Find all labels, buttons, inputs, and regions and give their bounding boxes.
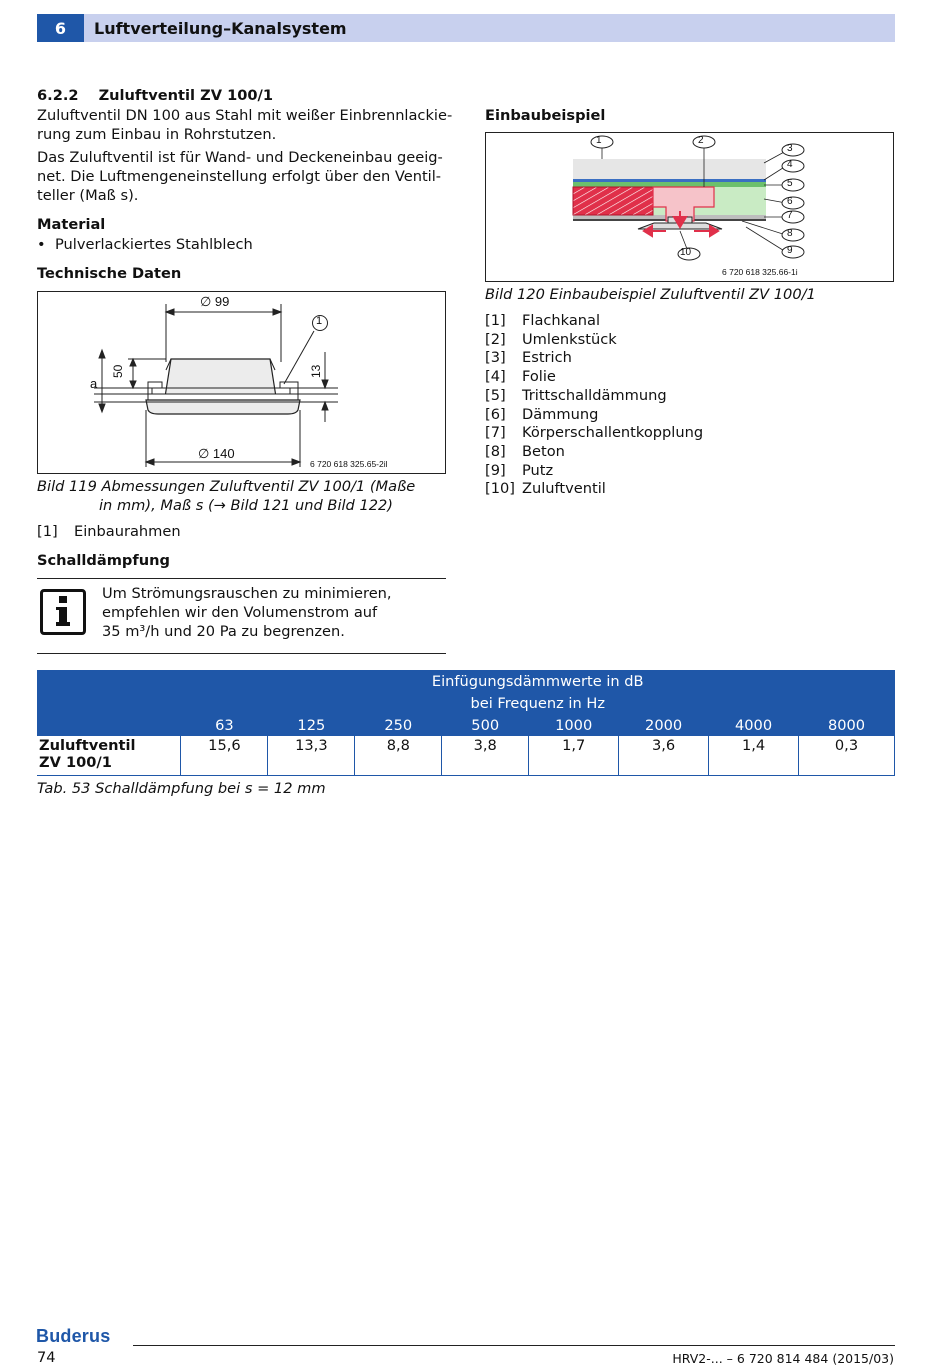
dim-13: 13 (309, 364, 323, 378)
frequency-header: 500 (442, 714, 529, 736)
legend-number: [4] (485, 368, 506, 386)
legend-number: [5] (485, 386, 506, 404)
legend-item (485, 443, 703, 462)
legend-label: Umlenkstück (522, 330, 617, 348)
legend-item (485, 349, 703, 368)
legend-label: Einbaurahmen (74, 523, 181, 540)
caption-line: in mm), Maß s (→ Bild 121 und Bild 122) (99, 497, 394, 514)
figure-code: 6 720 618 325.66-1i (722, 267, 798, 277)
section-heading (37, 86, 273, 105)
legend-number: [1] (37, 523, 58, 540)
legend-label: Körperschallentkopplung (522, 424, 704, 442)
legend-item (485, 368, 703, 387)
table-caption: Tab. 53 Schalldämpfung bei s = 12 mm (37, 780, 326, 797)
paragraph-line: net. Die Luftmengeneinstellung erfolgt über den Ventil- (37, 168, 442, 185)
material-list-item (37, 235, 253, 254)
note-top-rule (37, 578, 446, 579)
section-title: Zuluftventil ZV 100/1 (98, 87, 274, 104)
legend-number: [3] (485, 349, 506, 367)
frequency-header: 125 (268, 714, 355, 736)
legend-label: Beton (522, 442, 565, 460)
material-heading: Material (37, 216, 106, 233)
chapter-title: Luftverteilung–Kanalsystem (84, 14, 895, 42)
footer-rule (133, 1345, 895, 1346)
frequency-header: 250 (355, 714, 442, 736)
legend-label: Dämmung (522, 405, 599, 423)
legend-item (485, 331, 703, 350)
sound-attenuation-table (37, 670, 895, 776)
table-row (37, 736, 895, 776)
paragraph-line: Zuluftventil DN 100 aus Stahl mit weißer Einbrennlackie- (37, 107, 453, 124)
row-label-line: ZV 100/1 (39, 754, 112, 771)
callout-4: 4 (787, 159, 793, 170)
table-cell: 15,6 (181, 736, 268, 776)
table-corner-cell (37, 714, 181, 736)
table-header-row (37, 692, 895, 714)
figure-119-caption (37, 477, 415, 515)
schall-heading: Schalldämpfung (37, 552, 170, 569)
callout-3: 3 (787, 143, 793, 154)
legend-number: [10] (485, 480, 515, 498)
note-line: Um Strömungsrauschen zu minimieren, (102, 585, 392, 602)
dim-diameter-top: ∅ 99 (200, 294, 230, 309)
table-cell: 1,4 (709, 736, 799, 776)
legend-item (485, 312, 703, 331)
dim-a-label: a (90, 376, 98, 391)
table-cell: 8,8 (355, 736, 442, 776)
paragraph-line: Das Zuluftventil ist für Wand- und Deckeneinbau geeig- (37, 149, 443, 166)
figure-120-box (485, 132, 894, 282)
legend-item (485, 462, 703, 481)
caption-line: Bild 119 Abmessungen Zuluftventil ZV 100/1 (Maße (37, 478, 416, 495)
callout-1: 1 (316, 315, 323, 327)
frequency-header: 2000 (619, 714, 709, 736)
legend-item (485, 406, 703, 425)
legend-label: Zuluftventil (522, 480, 606, 498)
tech-heading: Technische Daten (37, 265, 182, 282)
legend-label: Estrich (522, 349, 572, 367)
callout-10: 10 (680, 247, 692, 258)
section-number: 6.2.2 (37, 87, 79, 104)
document-reference: HRV2-... – 6 720 814 484 (2015/03) (672, 1351, 894, 1366)
legend-label: Flachkanal (522, 312, 601, 329)
installation-drawing (486, 133, 893, 281)
callout-5: 5 (787, 178, 793, 189)
chapter-number: 6 (37, 14, 84, 42)
figure-120-legend (485, 312, 703, 499)
table-header-row (37, 670, 895, 692)
callout-8: 8 (787, 228, 793, 239)
callout-9: 9 (787, 245, 793, 256)
info-icon (40, 589, 86, 635)
note-line: 35 m³/h und 20 Pa zu begrenzen. (102, 623, 345, 640)
row-label-line: Zuluftventil (39, 737, 136, 754)
legend-item (485, 387, 703, 406)
legend-item (485, 424, 703, 443)
legend-number: [1] (485, 312, 506, 329)
legend-item (485, 480, 703, 499)
callout-1: 1 (596, 135, 602, 146)
table-header-title: Einfügungsdämmwerte in dB (181, 670, 895, 692)
note-bottom-rule (37, 653, 446, 654)
legend-number: [2] (485, 330, 506, 348)
frequency-header: 4000 (709, 714, 799, 736)
paragraph-2 (37, 148, 443, 205)
row-label (37, 736, 181, 776)
figure-120-heading: Einbaubeispiel (485, 107, 606, 124)
frequency-header: 63 (181, 714, 268, 736)
table-corner-cell (37, 692, 181, 714)
dim-50: 50 (111, 364, 125, 378)
paragraph-line: teller (Maß s). (37, 187, 139, 204)
material-item-label: Pulverlackiertes Stahlblech (55, 236, 253, 253)
table-corner-cell (37, 670, 181, 692)
table-header-subtitle: bei Frequenz in Hz (181, 692, 895, 714)
legend-number: [9] (485, 461, 506, 479)
legend-number: [6] (485, 405, 506, 423)
legend-label: Putz (522, 461, 554, 479)
figure-119-box (37, 291, 446, 474)
figure-code: 6 720 618 325.65-2il (310, 459, 388, 469)
bullet-icon: • (37, 236, 46, 253)
buderus-logo: Buderus (36, 1326, 111, 1346)
callout-6: 6 (787, 196, 793, 207)
callout-2: 2 (698, 135, 704, 146)
page-number: 74 (37, 1349, 56, 1366)
table-cell: 13,3 (268, 736, 355, 776)
paragraph-line: rung zum Einbau in Rohrstutzen. (37, 126, 277, 143)
legend-label: Folie (522, 368, 556, 386)
figure-119-legend (37, 523, 181, 542)
info-note (102, 584, 392, 641)
table-cell: 1,7 (529, 736, 619, 776)
legend-item (37, 523, 181, 542)
legend-number: [7] (485, 424, 506, 442)
frequency-header: 1000 (529, 714, 619, 736)
valve-dimension-drawing (38, 292, 445, 473)
table-cell: 3,8 (442, 736, 529, 776)
paragraph-1 (37, 106, 452, 144)
legend-number: [8] (485, 442, 506, 460)
frequency-header: 8000 (799, 714, 895, 736)
table-cell: 3,6 (619, 736, 709, 776)
figure-120-caption: Bild 120 Einbaubeispiel Zuluftventil ZV 100/1 (485, 286, 816, 303)
note-line: empfehlen wir den Volumenstrom auf (102, 604, 378, 621)
dim-diameter-bottom: ∅ 140 (198, 446, 235, 461)
table-frequency-row (37, 714, 895, 736)
legend-label: Trittschalldämmung (522, 386, 667, 404)
callout-7: 7 (787, 210, 793, 221)
table-cell: 0,3 (799, 736, 895, 776)
